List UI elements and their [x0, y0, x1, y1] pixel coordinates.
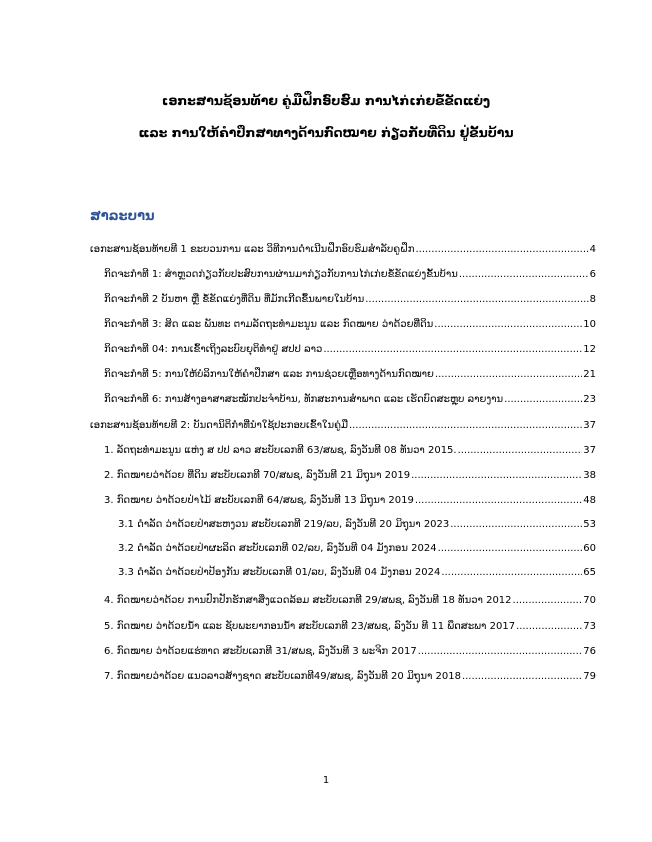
toc-entry[interactable]	[104, 469, 596, 483]
toc-entry-page: 23	[583, 394, 596, 405]
toc-leader-dots	[435, 368, 582, 382]
toc-entry[interactable]	[104, 393, 596, 407]
document-title-line-2: ແລະ ການໃຫ້ຄຳປຶກສາທາງດ້ານກົດໝາຍ ກ່ຽວກັບທີ່ດິນ ຢູ່ຂັ້ນບ້ານ	[138, 125, 514, 140]
toc-entry-page: 8	[589, 294, 596, 305]
toc-leader-dots	[349, 419, 582, 433]
toc-entry-label: 3.2 ດຳລັດ ວ່າດ້ວຍປ່າຜະລິດ ສະບັບເລກທີ 02/ລບ, ລົງວັນທີ 04 ມັງກອນ 2024	[118, 543, 437, 554]
toc-entry-page: 60	[583, 543, 596, 554]
toc-entry[interactable]	[104, 620, 596, 634]
toc-entry-label: 3.3 ດຳລັດ ວ່າດ້ວຍປ່າປ້ອງກັນ ສະບັບເລກທີ 01/ລບ, ລົງວັນທີ 04 ມັງກອນ 2024	[118, 567, 441, 578]
toc-entry-label: 7. ກົດໝາຍວ່າດ້ວຍ ແນວລາວສ້າງຊາດ ສະບັບເລກທີ49/ສພຊ, ລົງວັນທີ 20 ມິຖຸນາ 2018	[104, 671, 461, 682]
toc-entry-label: ກິດຈະກຳທີ 2 ບັນຫາ ຫຼື ຂໍ້ຂັດແຍ່ງທີ່ດິນ ທີ່ມັກເກີດຂຶ້ນພາຍໃນບ້ານ	[104, 294, 365, 305]
toc-entry-label: ເອກະສານຊ້ອນທ້າຍທີ 2: ບັນດານິຕິກຳທີ່ນຳໃຊ້ປະກອບເຂົ້າໃນຄູ່ມື	[90, 420, 348, 431]
toc-leader-dots	[459, 268, 589, 282]
toc-entry-page: 73	[583, 621, 596, 632]
page-number: 1	[322, 775, 330, 786]
toc-leader-dots	[441, 566, 582, 580]
toc-entry-page: 65	[583, 567, 596, 578]
toc-entry-label: ກິດຈະກຳທີ 04: ການເຂົ້າເຖິງລະບົບຍຸຕິທຳຢູ່ ສປປ ລາວ	[104, 344, 323, 355]
toc-entry-page: 37	[583, 420, 596, 431]
toc-entry-label: ກິດຈະກຳທີ 3: ສິດ ແລະ ພັນທະ ຕາມລັດຖະທຳມະນູນ ແລະ ກົດໝາຍ ວ່າດ້ວຍທີ່ດິນ	[104, 319, 434, 330]
toc-entry[interactable]	[118, 566, 596, 580]
toc-entry[interactable]	[104, 368, 596, 382]
toc-entry[interactable]	[118, 518, 596, 532]
toc-entry[interactable]	[104, 670, 596, 684]
toc-entry-page: 6	[589, 269, 596, 280]
toc-entry[interactable]	[90, 243, 596, 257]
toc-leader-dots	[411, 469, 582, 483]
toc-entry-label: ກິດຈະກຳທີ 1: ສຳຫຼວດກ່ຽວກັບປະສົບການຜ່ານມາກ່ຽວກັບການໄກ່ເກ່ຍຂໍ້ຂັດແຍ່ງຂັ້ນບ້ານ	[104, 269, 458, 280]
toc-entry-label: 2. ກົດໝາຍວ່າດ້ວຍ ທີ່ດິນ ສະບັບເລກທີ 70/ສພຊ, ລົງວັນທີ 21 ມິຖຸນາ 2019	[104, 470, 411, 481]
toc-entry-page: 70	[583, 595, 596, 606]
toc-entry-label: 3.1 ດຳລັດ ວ່າດ້ວຍປ່າສະຫງວນ ສະບັບເລກທີ 219/ລບ, ລົງວັນທີ 20 ມິຖຸນາ 2023	[118, 519, 450, 530]
toc-entry[interactable]	[104, 494, 596, 508]
toc-heading: ສາລະບານ	[90, 209, 155, 224]
toc-entry-label: 6. ກົດໝາຍ ວ່າດ້ວຍແຮ່ທາດ ສະບັບເລກທີ 31/ສພຊ, ລົງວັນທີ 3 ພະຈິກ 2017	[104, 646, 417, 657]
toc-leader-dots	[434, 318, 582, 332]
toc-entry-page: 37	[583, 445, 596, 456]
toc-entry-page: 76	[583, 646, 596, 657]
toc-entry-label: ກິດຈະກຳທີ 5: ການໃຫ້ບໍລິການໃຫ້ຄຳປຶກສາ ແລະ ການຊ່ວຍເຫຼືອທາງດ້ານກົດໝາຍ	[104, 369, 434, 380]
toc-leader-dots	[450, 518, 582, 532]
toc-entry-page: 12	[583, 344, 596, 355]
toc-entry[interactable]	[90, 419, 596, 433]
toc-entry-label: 1. ລັດຖະທຳມະນູນ ແຫ່ງ ສ ປປ ລາວ ສະບັບເລກທີ 63/ສພຊ, ລົງວັນທີ 08 ທັນວາ 2015.	[104, 445, 457, 456]
toc-leader-dots	[516, 620, 582, 634]
toc-entry-page: 79	[583, 671, 596, 682]
toc-leader-dots	[418, 645, 583, 659]
toc-entry-page: 10	[583, 319, 596, 330]
toc-entry[interactable]	[104, 318, 596, 332]
toc-entry-label: 4. ກົດໝາຍວ່າດ້ວຍ ການປົກປັກຮັກສາສິ່ງແວດລ້ອມ ສະບັບເລກທີ 29/ສພຊ, ລົງວັນທີ 18 ທັນວາ 2012	[104, 595, 512, 606]
toc-leader-dots	[416, 243, 589, 257]
toc-entry[interactable]	[104, 293, 596, 307]
toc-leader-dots	[415, 494, 582, 508]
toc-leader-dots	[513, 594, 583, 608]
toc-entry-page: 38	[583, 470, 596, 481]
toc-entry-page: 4	[589, 244, 596, 255]
toc-leader-dots	[458, 444, 583, 458]
toc-entry-label: ກິດຈະກຳທີ 6: ການສ້າງອາສາສະໝັກປະຈຳບ້ານ, ທັກສະການສຳພາດ ແລະ ເຮັດບົດສະຫຼຸບ ລາຍງານ	[104, 394, 504, 405]
toc-entry-page: 53	[583, 519, 596, 530]
toc-entry[interactable]	[104, 343, 596, 357]
document-title-line-1: ເອກະສານຊ້ອນທ້າຍ ຄູ່ມືຝຶກອົບຮົມ ການໄກ່ເກ່ຍຂໍ້ຂັດແຍ່ງ	[161, 93, 491, 108]
toc-entry[interactable]	[104, 268, 596, 282]
toc-entry[interactable]	[104, 594, 596, 608]
toc-entry[interactable]	[104, 645, 596, 659]
toc-leader-dots	[438, 542, 583, 556]
toc-leader-dots	[323, 343, 582, 357]
toc-entry-label: 5. ກົດໝາຍ ວ່າດ້ວຍນໍ້າ ແລະ ຊັບພະຍາກອນນໍ້າ ສະບັບເລກທີ 23/ສພຊ, ລົງວັນ ທີ 11 ພຶດສະພາ 2017	[104, 621, 516, 632]
toc-leader-dots	[504, 393, 582, 407]
toc-entry-label: ເອກະສານຊ້ອນທ້າຍທີ 1 ຂະບວນການ ແລະ ວິທີການດຳເນີນຝຶກອົບຮົມສຳລັບຄູຝຶກ	[90, 244, 415, 255]
toc-entry-page: 21	[583, 369, 596, 380]
toc-entry[interactable]	[104, 444, 596, 458]
toc-leader-dots	[462, 670, 582, 684]
toc-leader-dots	[365, 293, 588, 307]
toc-entry-page: 48	[583, 495, 596, 506]
toc-entry[interactable]	[118, 542, 596, 556]
toc-entry-label: 3. ກົດໝາຍ ວ່າດ້ວຍປ່າໄມ້ ສະບັບເລກທີ 64/ສພຊ, ລົງວັນທີ 13 ມິຖຸນາ 2019	[104, 495, 414, 506]
